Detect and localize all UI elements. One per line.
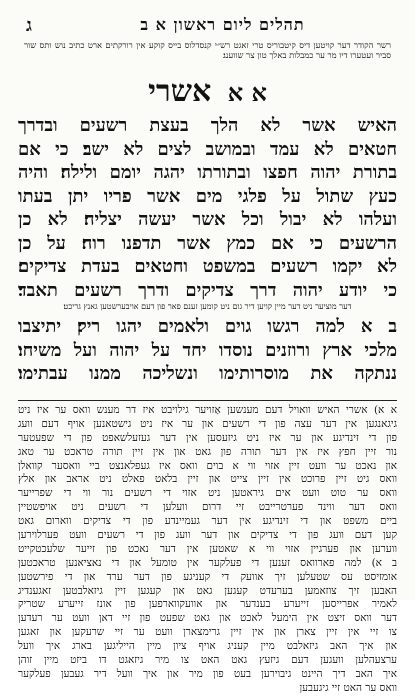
page-number: ג bbox=[26, 14, 32, 36]
running-title: תהלים ליום ראשון א ב bbox=[140, 15, 305, 34]
psalm-line: כי יודע יהוה דרך צדיקים ודרך רשעים תאבד׃ bbox=[18, 279, 397, 301]
psalm-line: האיש אשר לא הלך בעצת רשעים ובדרך bbox=[18, 115, 397, 136]
psalm-line: ננתקה את מוסרותימו ונשליכה ממנו עבתימו׃ bbox=[18, 363, 397, 384]
page-header bbox=[26, 12, 389, 38]
psalm-line: לא יקמו רשעים במשפט וחטאים בעדת צדיקים׃ bbox=[18, 256, 397, 277]
commentary-line: אומזיסט עס שטעלען זיך אוועק די קעניגע פון דער ערד און די פירשטען bbox=[18, 570, 397, 583]
commentary-line: ווערען און פערגיין אזוי ווי א שאטען אין דער נאכט פון זייער שלעכטקייט bbox=[18, 542, 397, 555]
commentary-line: ב א) למה פארוואס זענען די פעלקער אין טומעל און די נאציאנען טראכטען bbox=[18, 556, 397, 569]
commentary-line: און איך האב גיזאלבט מיין קעניג אויף ציון מיין הייליגען בארג איך וועל bbox=[18, 640, 397, 653]
psalm-two bbox=[18, 315, 397, 386]
psalm-line: מלכי ארץ ורוזנים נוסדו יחד על יהוה ועל משיחו׃ bbox=[18, 339, 397, 361]
commentary-line: וואס דער ווינד פערטרייבט זיי דרום וועלען די רשעים ניט אויפשטיין bbox=[18, 501, 397, 514]
psalm-line: כעץ שתול על פלגי מים אשר פריו יתן בעתו bbox=[18, 185, 397, 207]
commentary-line: דער וואס זיצט אין הימעל לאכט און גאט שפעט פון זיי דאן וועט ער רעדען bbox=[18, 612, 397, 625]
psalm-line: ועלהו לא יבול וכל אשר יעשה יצליח׃ לא כן bbox=[18, 209, 397, 230]
commentary-line: א א) אשרי האיש וואויל דעם מענשען אַזויער גילויבט איז דר מענש וואס ער איז ניט bbox=[18, 404, 397, 416]
commentary-line: צו זיי אין זיין צארן און אין זיין גרימצארן וועט ער זיי שרעקען און זאגען bbox=[18, 626, 397, 639]
commentary-line: גיגאנגען אין דער עצה פון די רשעים און ער איז ניט גישטאנען אויף דעם וועג bbox=[18, 417, 397, 430]
chapter-incipit: אשרי bbox=[148, 74, 212, 109]
commentary-line: פון די זינדיגע און ער איז ניט גיזעסען אין דער געזעלשאפט פון די שפעטער bbox=[18, 431, 397, 444]
psalm-line: בתורת יהוה חפצו ובתורתו יהגה יומם ולילה׃ והיה bbox=[18, 162, 397, 183]
commentary-line: וואס ער האט זיי גיגעבען bbox=[299, 681, 397, 694]
top-footnote: רשר הקודר דער קויטען דיס קיטבוריס טרי זאגט רש״י קנסדלוס בייס קוקע אין רורקתים ארט כתיב נוש ותס שור סביר ועטערו דיו מר ער כמבלות באלך טון צר שווענג׃ bbox=[24, 40, 391, 60]
commentary-line: ביים משפט און די זינדיגע אין דער געמיינדע פון די צדיקים ווארום גאט bbox=[18, 515, 397, 528]
commentary-line: וואס גיט זיין פרוכט אין זיין צייט און זיין בלאט פאלט ניט אראב און אלץ bbox=[18, 473, 397, 486]
interlinear-note: דער מוציער ניט דער מיין קויען דיר גום ניט קומען זענם פאר פון דעם אויבערשטען גאנץ גריכט׃ bbox=[63, 302, 352, 311]
commentary-line: האבען זיך צוזאמען בערעדט קעגען גאט און קעגען זיין גיזאלבטען זאגענדיג bbox=[18, 584, 397, 597]
chapter-marker: א א bbox=[227, 78, 267, 107]
chapter-heading bbox=[0, 74, 415, 110]
commentary-line: וואס ער טוט וועט אים גיראטען ניט אזוי די רשעים נור ווי די שפרייער bbox=[18, 487, 397, 500]
commentary-line: ערצעהלען וועגען דעם גיזעץ גאט האט צו מיר גיזאגט דו ביזט מיין זוהן bbox=[18, 654, 397, 667]
commentary-line: קען דעם וועג פון די צדיקים און דער וועג פון די רשעים וועט פערלוירען bbox=[18, 529, 397, 542]
commentary-line: איך האב דיך היינט גיבוירען בעט פון מיר און איך וועל דיר געבען פעלקער bbox=[18, 667, 397, 680]
psalm-line: חטאים לא עמד ובמושב לצים לא ישב׃ כי אם bbox=[18, 138, 397, 160]
psalm-text bbox=[18, 114, 397, 386]
commentary-line: און נאכט ער וועט זיין אזוי ווי א בוים וואס איז געפלאנצט ביי וואסער קוואלן bbox=[18, 459, 397, 472]
psalm-line: ב א למה רגשו גוים ולאמים יהגו ריק׃ יתיצבו bbox=[18, 316, 397, 337]
commentary-line: לאמיר אפרייסען זייערע בענדער און אוועקווארפען פון אונז זייערע שטריק bbox=[18, 598, 397, 611]
divider-rule bbox=[18, 400, 397, 401]
yiddish-commentary bbox=[18, 404, 397, 694]
psalm-line: הרשעים כי אם כמץ אשר תדפנו רוח׃ על כן bbox=[18, 232, 397, 254]
commentary-line: נור זיין חפץ איז אין דער תורה פון גאט און אין זיין תורה טראכט ער טאג bbox=[18, 445, 397, 458]
